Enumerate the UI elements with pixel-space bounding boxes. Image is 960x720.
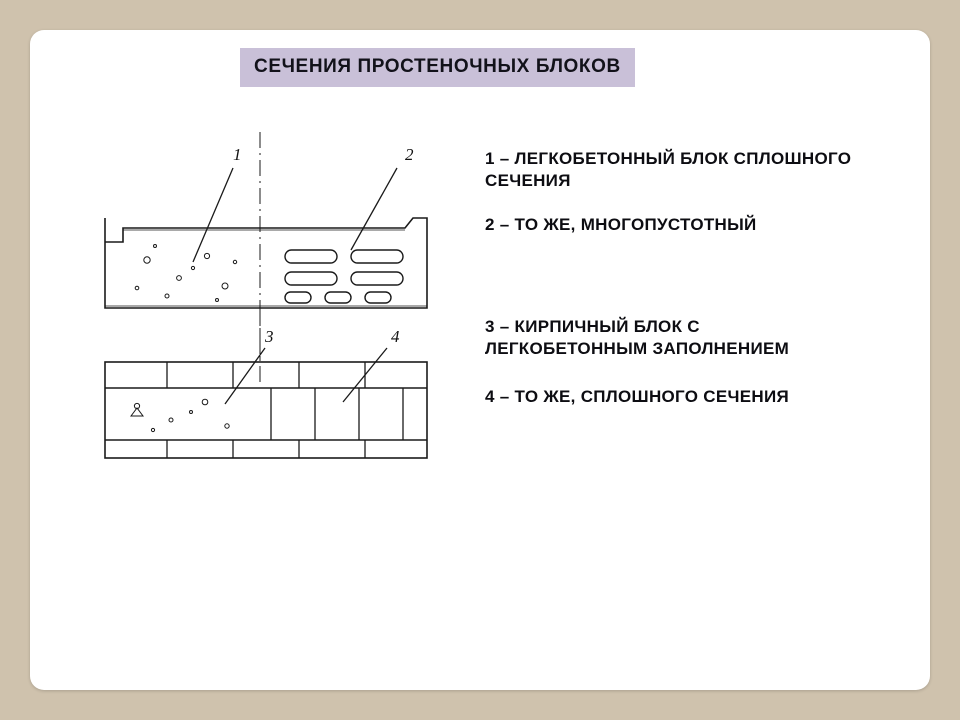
- legend-item-4: 4 – ТО ЖЕ, СПЛОШНОГО СЕЧЕНИЯ: [485, 387, 790, 407]
- callout-label-2: 2: [405, 145, 414, 164]
- hollow-voids: [285, 250, 403, 303]
- page-title: СЕЧЕНИЯ ПРОСТЕНОЧНЫХ БЛОКОВ: [254, 56, 621, 77]
- lower-block-outline: [105, 362, 427, 458]
- brick-joints-top: [167, 362, 365, 388]
- legend-item-3: 3 – КИРПИЧНЫЙ БЛОК С ЛЕГКОБЕТОННЫМ ЗАПОЛНЕНИЕМ: [485, 317, 790, 359]
- legend-item-2: 2 – ТО ЖЕ, МНОГОПУСТОТНЫЙ: [485, 215, 757, 235]
- callout-leader-4: [343, 348, 387, 402]
- callout-leader-2: [351, 168, 397, 250]
- callout-leader-3: [225, 348, 265, 404]
- callout-label-1: 1: [233, 145, 242, 164]
- slide-title-box: [240, 48, 635, 87]
- brick-joints-bottom: [167, 440, 365, 458]
- callout-leader-1: [193, 168, 233, 262]
- figure-drawing: [75, 110, 475, 510]
- infill-concrete-texture: [131, 399, 229, 431]
- solid-concrete-texture: [135, 245, 237, 302]
- callout-label-4: 4: [391, 327, 400, 346]
- legend: [485, 148, 865, 409]
- brick-cells-right: [271, 388, 403, 440]
- legend-item-1: 1 – ЛЕГКОБЕТОННЫЙ БЛОК СПЛОШНОГО СЕЧЕНИЯ: [485, 149, 852, 191]
- sections-diagram: [75, 110, 475, 510]
- callout-label-3: 3: [265, 327, 274, 346]
- slide: [30, 30, 930, 690]
